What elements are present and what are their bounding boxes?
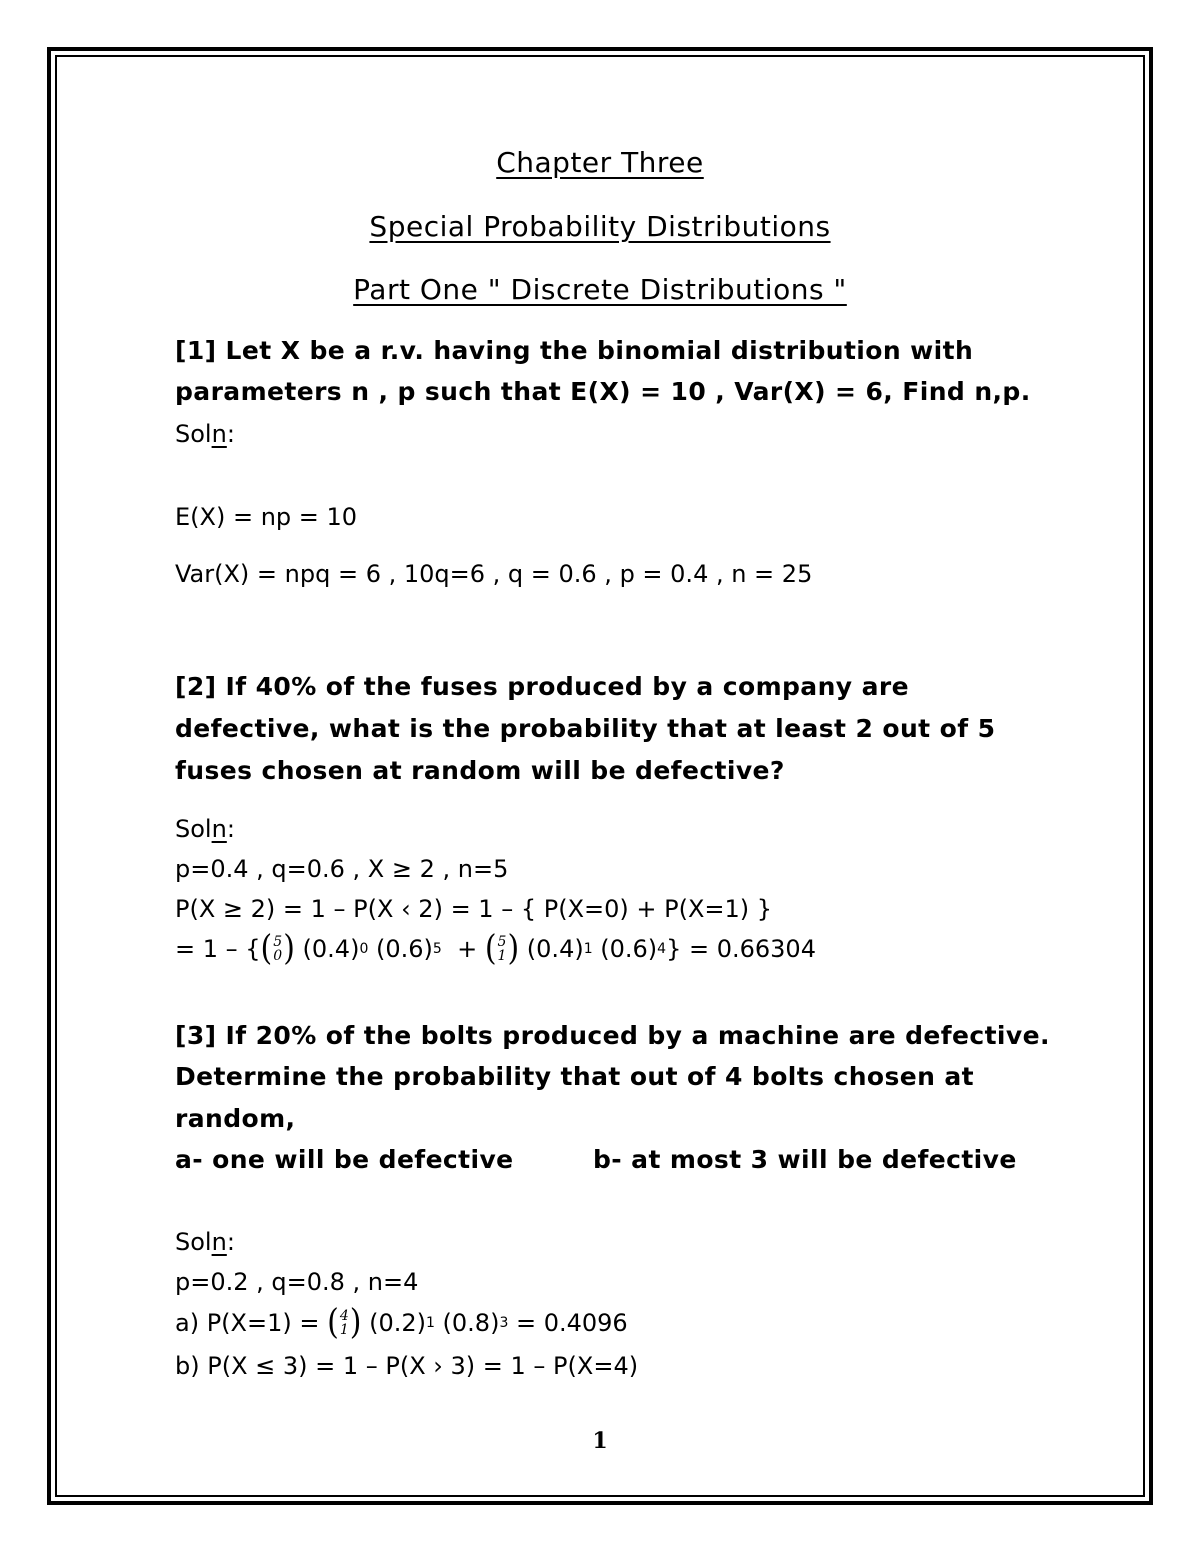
q2-line-2: defective, what is the probability that at least 2 out of 5	[175, 714, 996, 743]
part-title: Part One " Discrete Distributions "	[353, 273, 847, 306]
page-number: 1	[592, 1428, 608, 1454]
chapter-title: Chapter Three	[496, 146, 704, 179]
q3-line-1: [3] If 20% of the bolts produced by a machine are defective.	[175, 1021, 1050, 1050]
q3-soln-label: Soln:	[175, 1228, 235, 1256]
q2-line-3: fuses chosen at random will be defective?	[175, 756, 785, 785]
binomial-coefficient: ( 5 0 )	[260, 928, 295, 969]
q3-soln-line-3: b) P(X ≤ 3) = 1 – P(X › 3) = 1 – P(X=4)	[175, 1352, 639, 1380]
q3-option-a: a- one will be defective	[175, 1145, 514, 1174]
q1-soln-line-2: Var(X) = npq = 6 , 10q=6 , q = 0.6 , p = 0.4 , n = 25	[175, 560, 813, 588]
q1-soln-line-1: E(X) = np = 10	[175, 503, 358, 531]
subject-title: Special Probability Distributions	[369, 210, 831, 243]
q2-soln-line-2: P(X ≥ 2) = 1 – P(X ‹ 2) = 1 – { P(X=0) + P(X=1) }	[175, 895, 773, 923]
q1-line-1: [1] Let X be a r.v. having the binomial distribution with	[175, 336, 974, 365]
q3-soln-line-1: p=0.2 , q=0.8 , n=4	[175, 1268, 419, 1296]
q2-soln-line-3: = 1 – { ( 5 0 ) (0.4) 0 (0.6) 5 + ( 5 1 ) (0.4) 1 (0.6) 4 } = 0.66304	[175, 928, 816, 969]
binomial-coefficient: ( 4 1 )	[327, 1302, 362, 1343]
q1-line-2: parameters n , p such that E(X) = 10 , Var(X) = 6, Find n,p.	[175, 377, 1031, 406]
binomial-coefficient: ( 5 1 )	[484, 928, 520, 969]
q3-option-b: b- at most 3 will be defective	[593, 1145, 1017, 1174]
q2-soln-line-1: p=0.4 , q=0.6 , X ≥ 2 , n=5	[175, 855, 509, 883]
q3-soln-line-2: a) P(X=1) = ( 4 1 ) (0.2) 1 (0.8) 3 = 0.4096	[175, 1302, 628, 1343]
q2-soln-label: Soln:	[175, 815, 235, 843]
q3-line-3: random,	[175, 1104, 296, 1133]
q1-soln-label: Soln:	[175, 420, 235, 448]
q2-line-1: [2] If 40% of the fuses produced by a company are	[175, 672, 909, 701]
q3-line-2: Determine the probability that out of 4 bolts chosen at	[175, 1062, 975, 1091]
